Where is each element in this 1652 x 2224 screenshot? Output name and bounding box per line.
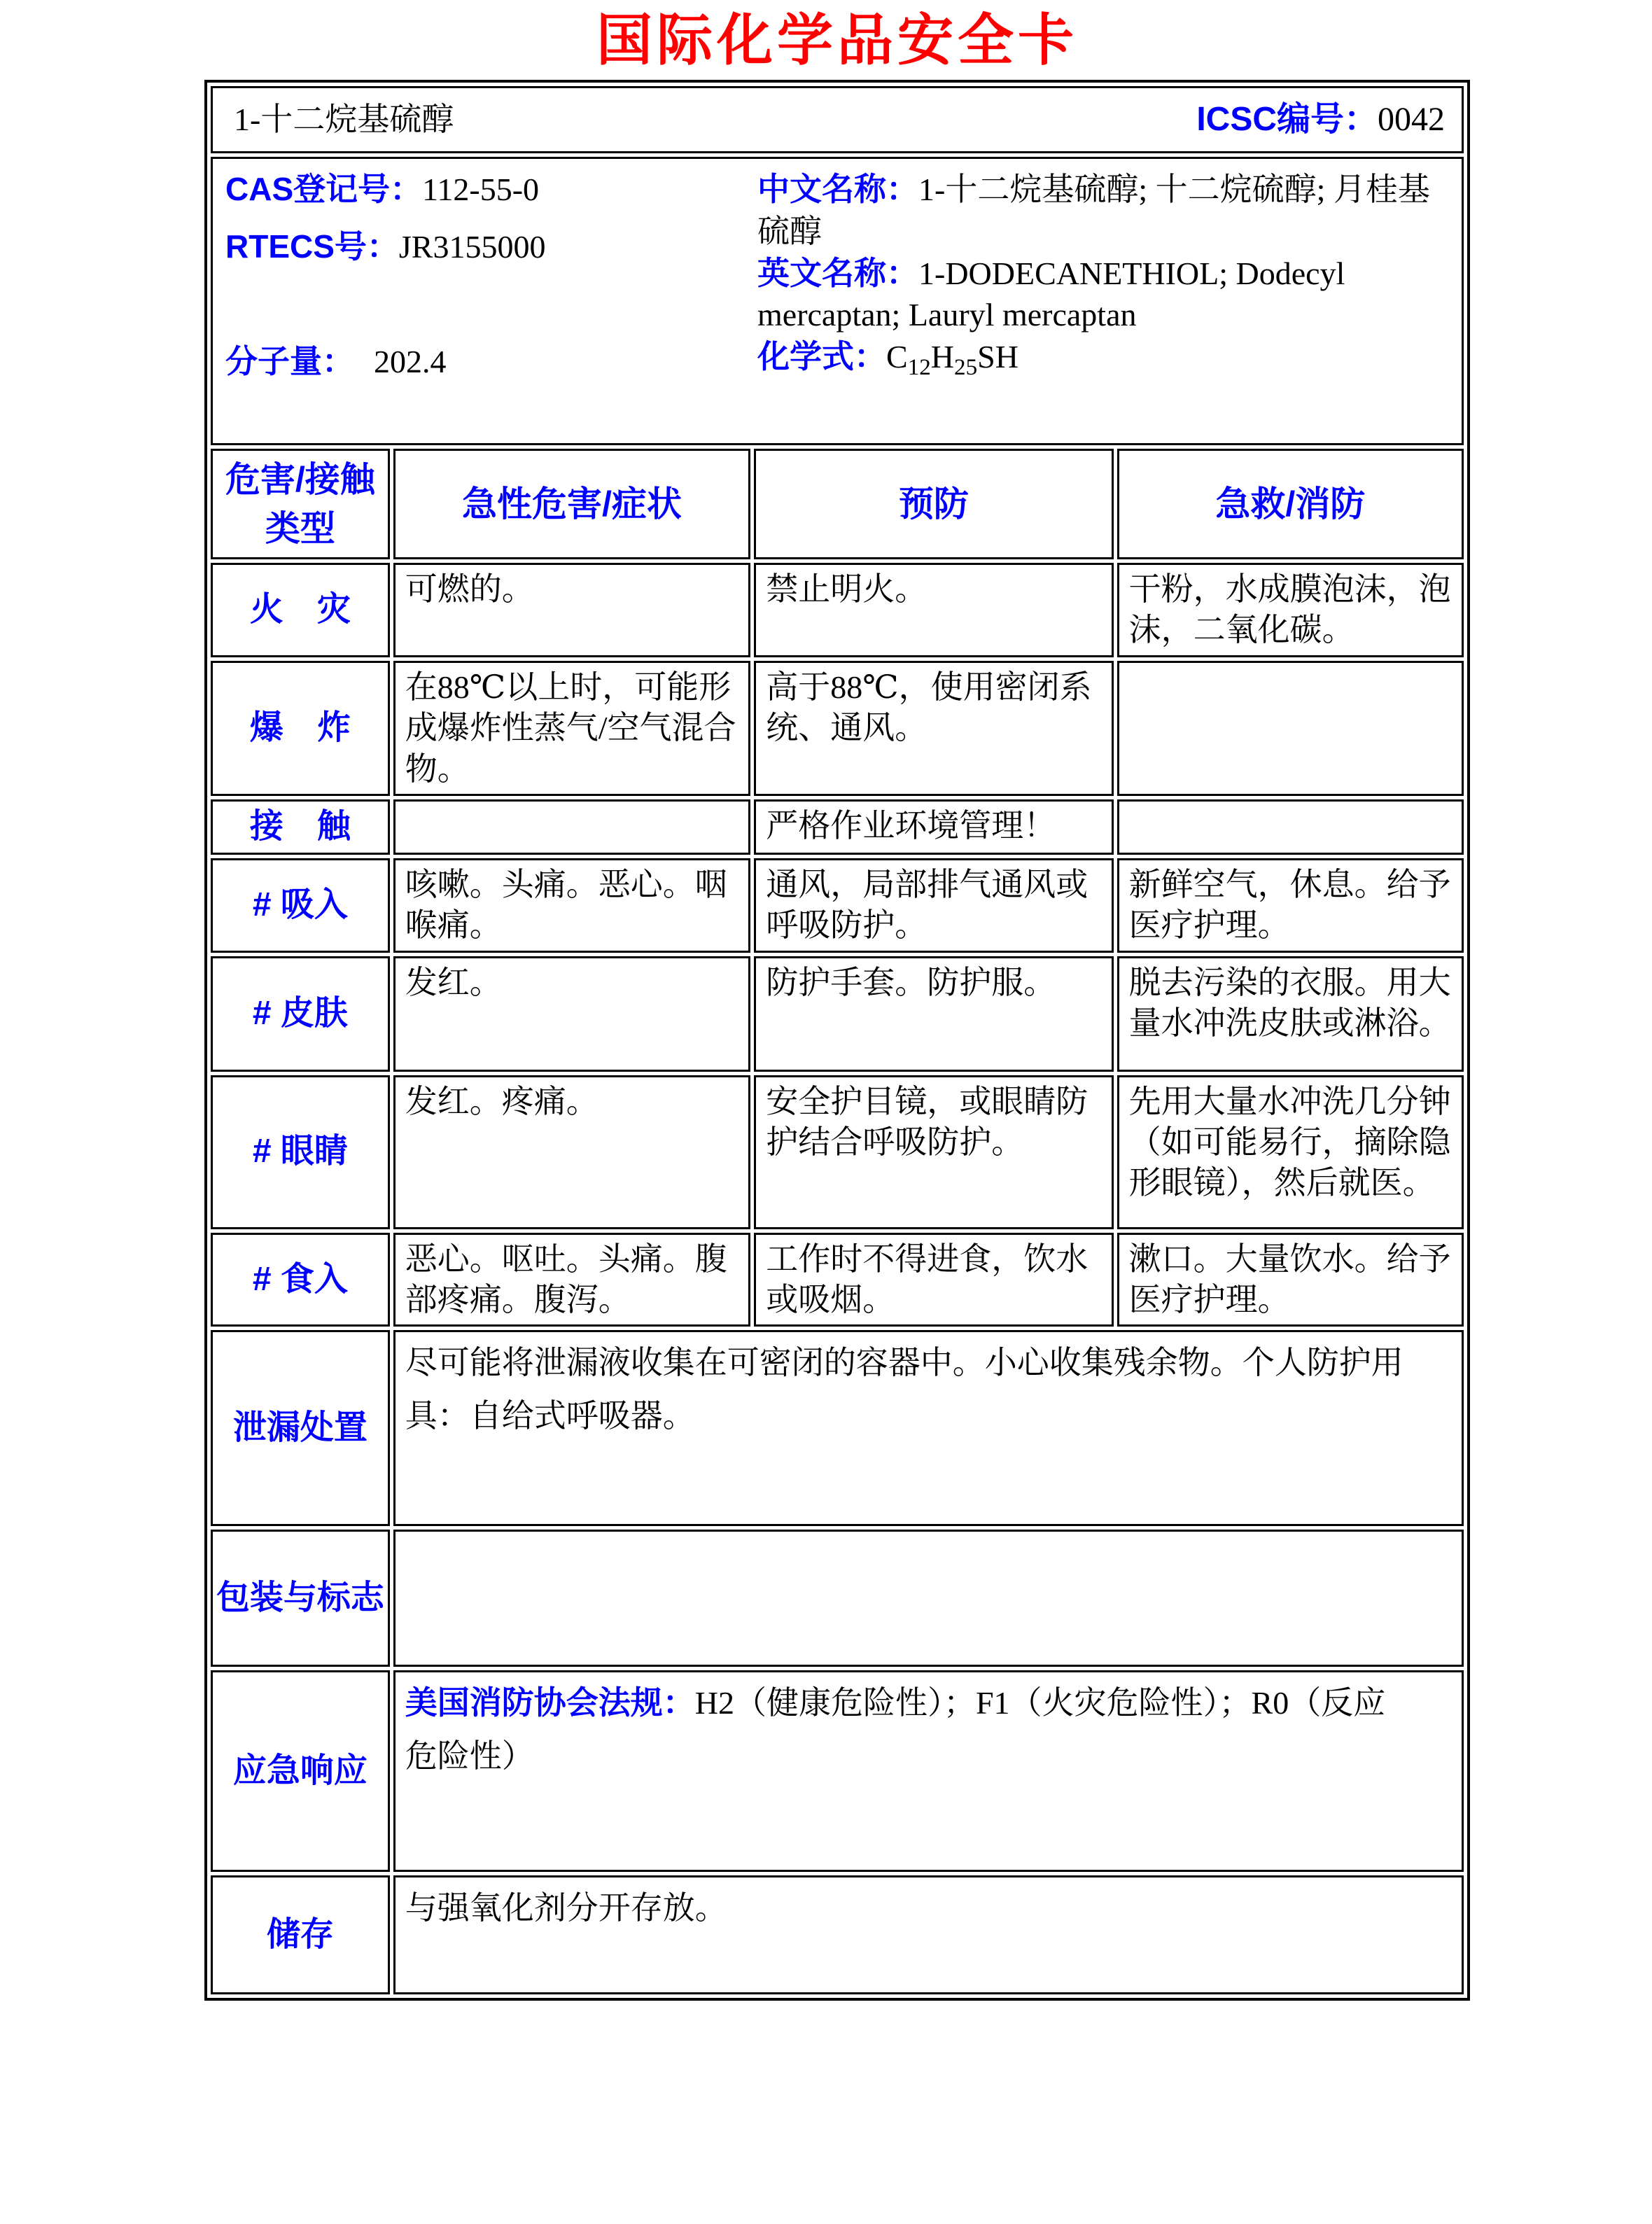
row-inhalation-firstaid: 新鲜空气，休息。给予医疗护理。 <box>1117 858 1464 953</box>
row-fire-prevention: 禁止明火。 <box>754 563 1113 657</box>
row-eyes <box>211 1075 1464 1229</box>
rtecs-label: RTECS号： <box>225 228 399 265</box>
chinese-name-value: 1-十二烷基硫醇; 十二烷硫醇; 月桂基硫醇 <box>757 172 1430 249</box>
row-explosion-prevention: 高于88℃，使用密闭系统、通风。 <box>754 661 1113 796</box>
icsc-page <box>204 11 1470 2001</box>
rtecs-line <box>225 226 757 268</box>
row-storage <box>211 1875 1464 1994</box>
row-inhalation-symptoms: 咳嗽。头痛。恶心。咽喉痛。 <box>393 858 750 953</box>
english-name-value: 1-DODECANETHIOL; Dodecyl mercaptan; Lauryl mercaptan <box>757 255 1345 333</box>
row-inhalation-label: # 吸入 <box>211 858 390 953</box>
col-header-acute-hazards: 急性危害/症状 <box>393 449 750 559</box>
row-exposure-symptoms <box>393 799 750 855</box>
row-ingestion-prevention: 工作时不得进食，饮水或吸烟。 <box>754 1233 1113 1327</box>
nfpa-codes: H2（健康危险性）；F1（火灾危险性）；R0（反应危险性） <box>405 1685 1386 1775</box>
identifiers-left-column <box>225 169 757 382</box>
hazard-table-header-row <box>211 449 1464 559</box>
row-skin-firstaid: 脱去污染的衣服。用大量水冲洗皮肤或淋浴。 <box>1117 956 1464 1072</box>
icsc-label: ICSC编号： <box>1196 100 1378 138</box>
row-storage-content: 与强氧化剂分开存放。 <box>393 1875 1464 1994</box>
row-ingestion-firstaid: 漱口。大量饮水。给予医疗护理。 <box>1117 1233 1464 1327</box>
identifiers-cell <box>211 157 1464 445</box>
col-header-hazard-type: 危害/接触 类型 <box>211 449 390 559</box>
row-packaging-label: 包装与标志 <box>211 1530 390 1667</box>
row-explosion-symptoms: 在88℃以上时，可能形成爆炸性蒸气/空气混合物。 <box>393 661 750 796</box>
row-skin-symptoms: 发红。 <box>393 956 750 1072</box>
chemical-name: 1-十二烷基硫醇 <box>234 101 454 137</box>
page-title: 国际化学品安全卡 <box>596 9 1078 71</box>
english-name-label: 英文名称： <box>757 254 918 291</box>
rtecs-value: JR3155000 <box>398 228 546 265</box>
row-explosion-label: 爆 炸 <box>211 661 390 796</box>
row-inhalation-prevention: 通风，局部排气通风或呼吸防护。 <box>754 858 1113 953</box>
row-fire-symptoms: 可燃的。 <box>393 563 750 657</box>
icsc-card-table <box>204 80 1470 2001</box>
formula-value: $C_{12}H_{25}SH$ <box>886 339 1018 381</box>
row-skin-label: # 皮肤 <box>211 956 390 1072</box>
row-emergency-content <box>393 1670 1464 1872</box>
identifiers-right-column <box>757 169 1449 382</box>
chinese-name-label: 中文名称： <box>757 171 918 207</box>
col-header-prevention: 预防 <box>754 449 1113 559</box>
row-exposure-label: 接 触 <box>211 799 390 855</box>
cas-value: 112-55-0 <box>422 172 540 207</box>
chinese-name-line <box>757 169 1449 253</box>
row-exposure-firstaid <box>1117 799 1464 855</box>
row-ingestion-symptoms: 恶心。呕吐。头痛。腹部疼痛。腹泻。 <box>393 1233 750 1327</box>
identifiers-row <box>211 157 1464 445</box>
row-packaging <box>211 1530 1464 1667</box>
row-packaging-content <box>393 1530 1464 1667</box>
col-header-first-aid: 急救/消防 <box>1117 449 1464 559</box>
row-explosion <box>211 661 1464 796</box>
row-fire <box>211 563 1464 657</box>
icsc-number-group <box>1196 99 1445 141</box>
formula-label: 化学式： <box>757 338 886 375</box>
row-spillage-label: 泄漏处置 <box>211 1330 390 1526</box>
row-exposure <box>211 799 1464 855</box>
row-inhalation <box>211 858 1464 953</box>
row-storage-label: 储存 <box>211 1875 390 1994</box>
cas-line <box>225 169 757 211</box>
row-spillage-content: 尽可能将泄漏液收集在可密闭的容器中。小心收集残余物。个人防护用具：自给式呼吸器。 <box>393 1330 1464 1526</box>
english-name-line <box>757 253 1449 337</box>
row-exposure-prevention: 严格作业环境管理！ <box>754 799 1113 855</box>
row-skin <box>211 956 1464 1072</box>
row-fire-firstaid: 干粉，水成膜泡沫，泡沫，二氧化碳。 <box>1117 563 1464 657</box>
row-ingestion <box>211 1233 1464 1327</box>
row-eyes-label: # 眼睛 <box>211 1075 390 1229</box>
molecular-weight-label: 分子量： <box>225 342 354 379</box>
row-emergency-label: 应急响应 <box>211 1670 390 1872</box>
chemical-name-cell <box>211 86 1464 153</box>
row-eyes-symptoms: 发红。疼痛。 <box>393 1075 750 1229</box>
row-ingestion-label: # 食入 <box>211 1233 390 1327</box>
row-skin-prevention: 防护手套。防护服。 <box>754 956 1113 1072</box>
molecular-weight-value: 202.4 <box>374 343 447 379</box>
row-eyes-firstaid: 先用大量水冲洗几分钟（如可能易行，摘除隐形眼镜），然后就医。 <box>1117 1075 1464 1229</box>
row-fire-label: 火 灾 <box>211 563 390 657</box>
row-emergency <box>211 1670 1464 1872</box>
molecular-weight-line <box>225 341 757 383</box>
cas-label: CAS登记号： <box>225 171 423 207</box>
nfpa-label: 美国消防协会法规： <box>405 1684 695 1721</box>
icsc-number: 0042 <box>1378 100 1445 138</box>
row-eyes-prevention: 安全护目镜，或眼睛防护结合呼吸防护。 <box>754 1075 1113 1229</box>
row-explosion-firstaid <box>1117 661 1464 796</box>
name-row <box>211 86 1464 153</box>
row-spillage <box>211 1330 1464 1526</box>
formula-line <box>757 336 1449 382</box>
